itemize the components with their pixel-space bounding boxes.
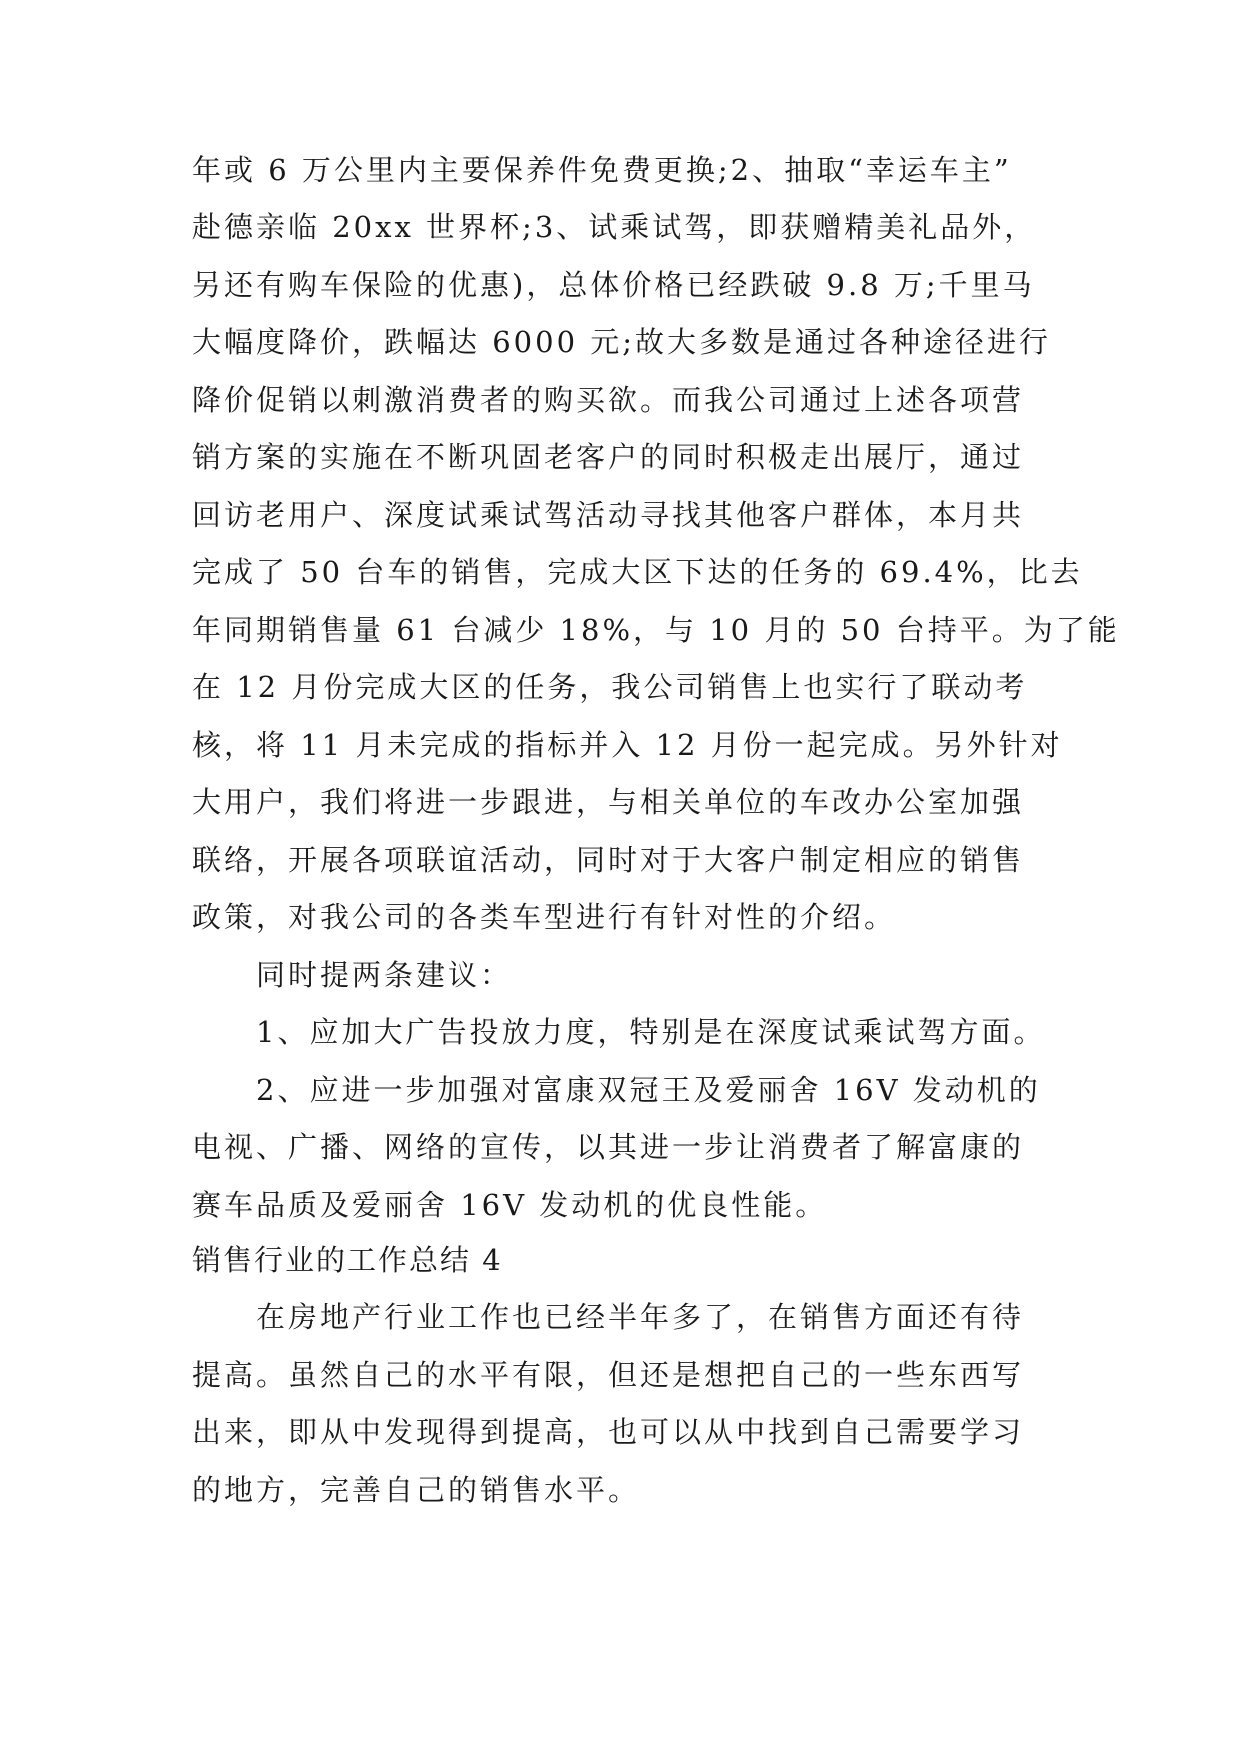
paragraph-line: 销方案的实施在不断巩固老客户的同时积极走出展厅，通过 (192, 440, 1025, 474)
section-paragraph-line: 的地方，完善自己的销售水平。 (192, 1473, 641, 1507)
paragraph-line: 大用户，我们将进一步跟进，与相关单位的车改办公室加强 (192, 785, 1025, 819)
paragraph-line: 年同期销售量 61 台减少 18%，与 10 月的 50 台持平。为了能 (192, 613, 1120, 647)
paragraph-line: 政策，对我公司的各类车型进行有针对性的介绍。 (192, 900, 897, 934)
paragraph-line: 联络，开展各项联谊活动，同时对于大客户制定相应的销售 (192, 843, 1025, 877)
section-paragraph-line: 在房地产行业工作也已经半年多了，在销售方面还有待 (256, 1300, 1025, 1334)
paragraph-line: 大幅度降价，跌幅达 6000 元;故大多数是通过各种途径进行 (192, 325, 1052, 359)
suggestion-item-2-line: 电视、广播、网络的宣传，以其进一步让消费者了解富康的 (192, 1130, 1025, 1164)
paragraph-line: 降价促销以刺激消费者的购买欲。而我公司通过上述各项营 (192, 383, 1025, 417)
section-paragraph-line: 提高。虽然自己的水平有限，但还是想把自己的一些东西写 (192, 1358, 1025, 1392)
suggestion-item-2-line: 赛车品质及爱丽舍 16V 发动机的优良性能。 (192, 1188, 828, 1222)
paragraph-line: 核，将 11 月未完成的指标并入 12 月份一起完成。另外针对 (192, 728, 1063, 762)
paragraph-line: 完成了 50 台车的销售，完成大区下达的任务的 69.4%，比去 (192, 555, 1083, 589)
section-title: 销售行业的工作总结 4 (192, 1243, 503, 1277)
paragraph-line: 在 12 月份完成大区的任务，我公司销售上也实行了联动考 (192, 670, 1028, 704)
paragraph-line: 赴德亲临 20xx 世界杯;3、试乘试驾，即获赠精美礼品外， (192, 210, 1037, 244)
suggestions-intro: 同时提两条建议： (256, 958, 513, 992)
paragraph-line: 回访老用户、深度试乘试驾活动寻找其他客户群体，本月共 (192, 498, 1025, 532)
paragraph-line: 另还有购车保险的优惠)，总体价格已经跌破 9.8 万;千里马 (192, 268, 1035, 302)
paragraph-line: 年或 6 万公里内主要保养件免费更换;2、抽取“幸运车主” (192, 153, 1012, 187)
section-paragraph-line: 出来，即从中发现得到提高，也可以从中找到自己需要学习 (192, 1415, 1025, 1449)
suggestion-item-1: 1、应加大广告投放力度，特别是在深度试乘试驾方面。 (256, 1015, 1046, 1049)
suggestion-item-2: 2、应进一步加强对富康双冠王及爱丽舍 16V 发动机的 (256, 1073, 1041, 1107)
